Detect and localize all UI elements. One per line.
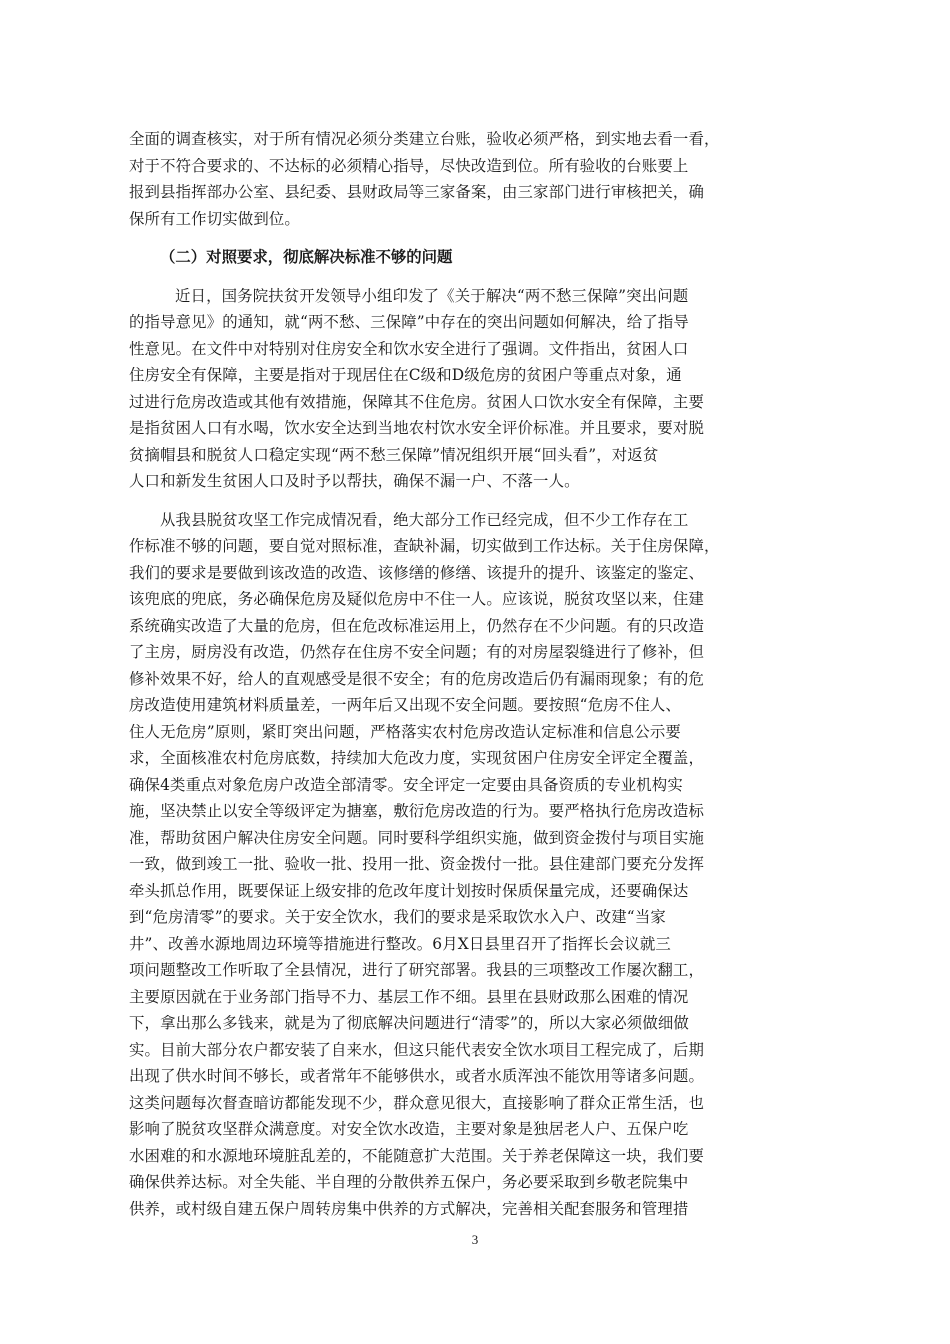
text-line: 该兜底的兜底，务必确保危房及疑似危房中不住一人。应该说，脱贫攻坚以来，住建 [129, 590, 705, 608]
text-line: 住房安全有保障，主要是指对于现居住在C级和D级危房的贫困户等重点对象，通 [129, 366, 682, 384]
text-line: 牵头抓总作用，既要保证上级安排的危改年度计划按时保质保量完成，还要确保达 [129, 881, 689, 900]
text-line: 求，全面核准农村危房底数，持续加大危改力度，实现贫困户住房安全评定全覆盖， [129, 749, 705, 767]
text-line: 报到县指挥部办公室、县纪委、县财政局等三家备案，由三家部门进行审核把关，确 [129, 183, 705, 201]
text-line: 到“危房清零”的要求。关于安全饮水，我们的要求是采取饮水入户、改建“当家 [129, 908, 666, 926]
page-number: 3 [471, 1232, 479, 1247]
section-heading: （二）对照要求，彻底解决标准不够的问题 [160, 248, 453, 266]
paragraph-gap [129, 495, 822, 507]
text-line: 一致，做到竣工一批、验收一批、投用一批、资金拨付一批。县住建部门要充分发挥 [129, 855, 705, 873]
text-line: 作标准不够的问题，要自觉对照标准，查缺补漏，切实做到工作达标。关于住房保障， [129, 537, 720, 555]
text-line: 这类问题每次督查暗访都能发现不少，群众意见很大，直接影响了群众正常生活，也 [129, 1093, 705, 1112]
text-line: 修补效果不好，给人的直观感受是很不安全；有的危房改造后仍有漏雨现象；有的危 [129, 669, 705, 688]
text-line: 确保4类重点对象危房户改造全部清零。安全评定一定要由具备资质的专业机构实 [129, 775, 683, 794]
text-line: 供养，或村级自建五保户周转房集中供养的方式解决，完善相关配套服务和管理措 [129, 1199, 689, 1218]
text-line: 水困难的和水源地环境脏乱差的，不能随意扩大范围。关于养老保障这一块，我们要 [129, 1146, 705, 1165]
paragraph-gap [129, 271, 822, 283]
text-line: 了主房，厨房没有改造，仍然存在住房不安全问题；有的对房屋裂缝进行了修补，但 [129, 643, 705, 661]
text-line: 我们的要求是要做到该改造的改造、该修缮的修缮、该提升的提升、该鉴定的鉴定、 [129, 563, 705, 582]
text-line: 下，拿出那么多钱来，就是为了彻底解决问题进行“清零”的，所以大家必须做细做 [129, 1014, 689, 1032]
text-line: 井”、改善水源地周边环境等措施进行整改。6月X日县里召开了指挥长会议就三 [129, 934, 671, 953]
text-line: 人口和新发生贫困人口及时予以帮扶，确保不漏一户、不落一人。 [129, 472, 580, 490]
text-line: 准，帮助贫困户解决住房安全问题。同时要科学组织实施，做到资金拨付与项目实施 [129, 828, 705, 847]
text-line: 贫摘帽县和脱贫人口稳定实现“两不愁三保障”情况组织开展“回头看”，对返贫 [129, 445, 659, 464]
text-line: 出现了供水时间不够长，或者常年不能够供水，或者水质浑浊不能饮用等诸多问题。 [129, 1067, 705, 1085]
text-line: 实。目前大部分农户都安装了自来水，但这只能代表安全饮水项目工程完成了，后期 [129, 1040, 705, 1059]
text-line: 性意见。在文件中对特别对住房安全和饮水安全进行了强调。文件指出，贫困人口 [129, 339, 689, 358]
text-line: 住人无危房”原则，紧盯突出问题，严格落实农村危房改造认定标准和信息公示要 [129, 722, 681, 741]
text-line: 过进行危房改造或其他有效措施，保障其不住危房。贫困人口饮水安全有保障，主要 [129, 392, 705, 411]
text-line: 房改造使用建筑材料质量差，一两年后又出现不安全问题。要按照“危房不住人、 [129, 696, 681, 714]
text-line: 施，坚决禁止以安全等级评定为搪塞，敷衍危房改造的行为。要严格执行危房改造标 [129, 802, 705, 820]
text-line: 对于不符合要求的、不达标的必须精心指导，尽快改造到位。所有验收的台账要上 [129, 156, 689, 175]
text-line: 全面的调查核实，对于所有情况必须分类建立台账，验收必须严格，到实地去看一看， [129, 130, 720, 148]
text-line: 系统确实改造了大量的危房，但在危改标准运用上，仍然存在不少问题。有的只改造 [129, 616, 705, 635]
text-line: 从我县脱贫攻坚工作完成情况看，绝大部分工作已经完成，但不少工作存在工 [160, 510, 689, 529]
text-line: 影响了脱贫攻坚群众满意度。对安全饮水改造，主要对象是独居老人户、五保户吃 [129, 1120, 689, 1138]
paragraph-gap [129, 232, 822, 244]
text-line: 近日，国务院扶贫开发领导小组印发了《关于解决“两不愁三保障”突出问题 [175, 286, 689, 305]
document-body [129, 126, 822, 1222]
text-line: 的指导意见》的通知，就“两不愁、三保障”中存在的突出问题如何解决，给了指导 [129, 313, 689, 331]
text-line: 确保供养达标。对全失能、半自理的分散供养五保户，务必要采取到乡敬老院集中 [129, 1173, 689, 1191]
text-line: 是指贫困人口有水喝，饮水安全达到当地农村饮水安全评价标准。并且要求，要对脱 [129, 419, 705, 437]
paragraph-1 [129, 126, 822, 232]
text-line: 保所有工作切实做到位。 [129, 209, 300, 228]
paragraph-3 [129, 507, 822, 1223]
text-line: 项问题整改工作听取了全县情况，进行了研究部署。我县的三项整改工作屡次翻工， [129, 961, 705, 979]
paragraph-2 [129, 283, 822, 495]
text-line: 主要原因就在于业务部门指导不力、基层工作不细。县里在县财政那么困难的情况 [129, 987, 689, 1006]
